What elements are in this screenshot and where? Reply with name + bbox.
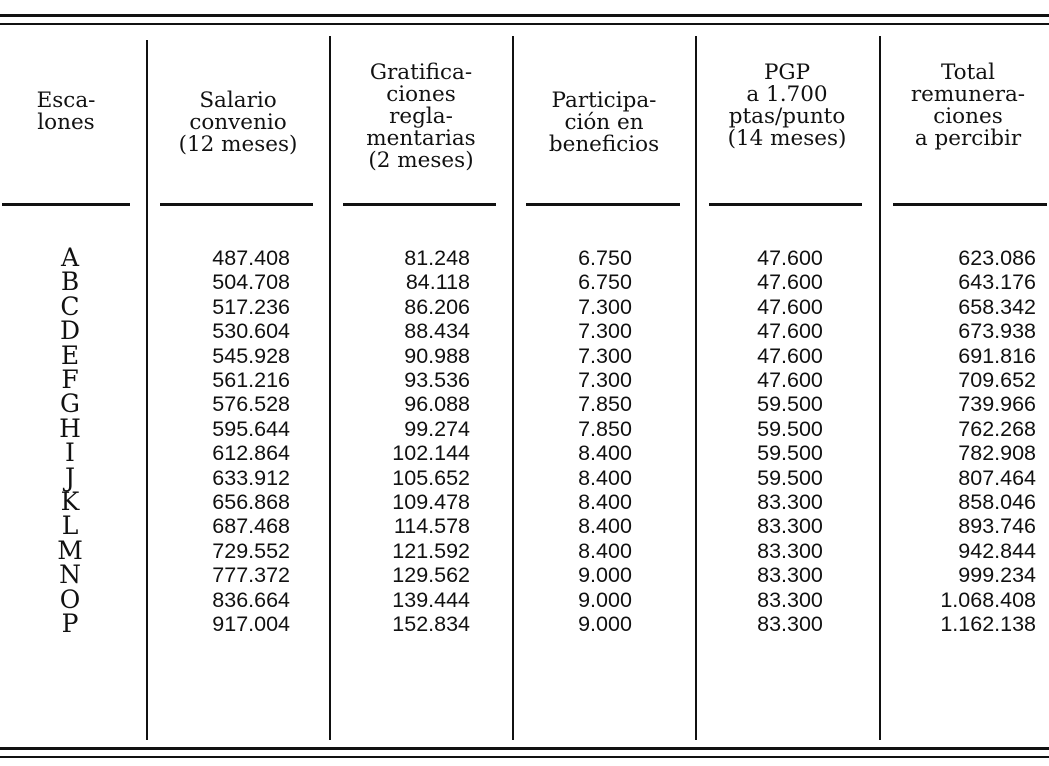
table-cell-gratificaciones: 139.444	[392, 587, 470, 612]
table-cell-gratificaciones: 102.144	[392, 441, 470, 466]
table-cell-salario: 612.864	[212, 441, 290, 466]
table-cell-total: 999.234	[958, 563, 1036, 588]
column-salario	[170, 246, 290, 637]
table-cell-pgp: 59.500	[757, 465, 823, 490]
table-cell-participacion: 7.300	[578, 368, 632, 393]
header-pgp: PGP a 1.700 ptas/punto (14 meses)	[727, 60, 847, 151]
table-cell-salario: 836.664	[212, 587, 290, 612]
table-cell-pgp: 83.300	[757, 514, 823, 539]
table-cell-pgp: 83.300	[757, 563, 823, 588]
table-cell-gratificaciones: 93.536	[404, 368, 470, 393]
table-cell-participacion: 9.000	[578, 563, 632, 588]
table-cell-escalones: G	[60, 389, 80, 419]
table-cell-gratificaciones: 96.088	[404, 392, 470, 417]
table-cell-total: 942.844	[958, 538, 1036, 563]
table-cell-gratificaciones: 99.274	[404, 416, 470, 441]
table-cell-escalones: D	[59, 316, 81, 346]
table-cell-participacion: 6.750	[578, 246, 632, 270]
header-gratificaciones: Gratifica- ciones regla- mentarias (2 meses)	[366, 60, 476, 173]
table-cell-participacion: 8.400	[578, 465, 632, 490]
table-cell-gratificaciones: 109.478	[392, 490, 470, 515]
table-cell-salario: 530.604	[212, 319, 290, 344]
header-underline	[709, 203, 862, 206]
header-underline	[893, 203, 1047, 206]
table-cell-pgp: 59.500	[757, 416, 823, 441]
header-underline	[526, 203, 680, 206]
table-cell-salario: 633.912	[212, 465, 290, 490]
table-cell-participacion: 8.400	[578, 514, 632, 539]
table-cell-salario: 777.372	[212, 563, 290, 588]
table-cell-salario: 917.004	[212, 612, 290, 637]
table-cell-escalones: F	[61, 365, 79, 395]
table-cell-total: 782.908	[958, 441, 1036, 466]
table-cell-total: 673.938	[958, 319, 1036, 344]
table-cell-participacion: 7.300	[578, 294, 632, 319]
table-cell-salario: 504.708	[212, 270, 290, 295]
table-cell-salario: 545.928	[212, 343, 290, 368]
table-cell-total: 739.966	[958, 392, 1036, 417]
table-cell-total: 807.464	[958, 465, 1036, 490]
table-cell-escalones: E	[60, 340, 80, 370]
header-underline	[160, 203, 313, 206]
column-separator	[146, 40, 148, 740]
table-cell-escalones: N	[59, 560, 81, 590]
table-cell-total: 623.086	[958, 246, 1036, 270]
column-participacion	[545, 246, 665, 637]
table-cell-pgp: 47.600	[757, 294, 823, 319]
top-rule-1	[0, 14, 1049, 17]
bottom-rule-1	[0, 747, 1049, 750]
table-cell-pgp: 47.600	[757, 343, 823, 368]
table-cell-escalones: H	[59, 413, 81, 443]
table-cell-gratificaciones: 152.834	[392, 612, 470, 637]
header-underline	[2, 203, 130, 206]
table-cell-pgp: 83.300	[757, 490, 823, 515]
header-escalones: Esca- lones	[36, 88, 96, 135]
table-cell-participacion: 7.300	[578, 319, 632, 344]
header-salario: Salario convenio (12 meses)	[178, 88, 298, 157]
table-cell-total: 858.046	[958, 490, 1036, 515]
table-cell-pgp: 59.500	[757, 392, 823, 417]
table-cell-total: 893.746	[958, 514, 1036, 539]
column-pgp	[730, 246, 850, 637]
table-cell-escalones: C	[60, 291, 80, 321]
table-cell-gratificaciones: 105.652	[392, 465, 470, 490]
table-cell-pgp: 47.600	[757, 319, 823, 344]
header-total: Total remunera- ciones a percibir	[910, 60, 1026, 151]
table-cell-participacion: 7.850	[578, 416, 632, 441]
top-rule-2	[0, 23, 1049, 25]
table-cell-salario: 517.236	[212, 294, 290, 319]
table-cell-participacion: 8.400	[578, 490, 632, 515]
table-cell-total: 643.176	[958, 270, 1036, 295]
table-cell-total: 691.816	[958, 343, 1036, 368]
table-cell-gratificaciones: 81.248	[404, 246, 470, 270]
bottom-rule-2	[0, 756, 1049, 758]
table-cell-pgp: 47.600	[757, 270, 823, 295]
table-cell-escalones: K	[60, 487, 80, 517]
table-cell-salario: 595.644	[212, 416, 290, 441]
table-cell-gratificaciones: 88.434	[404, 319, 470, 344]
table-cell-escalones: I	[65, 438, 75, 468]
table-cell-participacion: 6.750	[578, 270, 632, 295]
table-cell-participacion: 8.400	[578, 538, 632, 563]
table-cell-salario: 576.528	[212, 392, 290, 417]
table-cell-escalones: B	[60, 267, 80, 297]
table-cell-gratificaciones: 121.592	[392, 538, 470, 563]
table-cell-pgp: 83.300	[757, 587, 823, 612]
table-cell-salario: 487.408	[212, 246, 290, 270]
table-cell-pgp: 47.600	[757, 246, 823, 270]
table-cell-total: 762.268	[958, 416, 1036, 441]
table-cell-pgp: 83.300	[757, 612, 823, 637]
column-separator	[329, 36, 331, 740]
column-escalones	[40, 243, 100, 639]
table-cell-escalones: M	[57, 535, 83, 565]
column-gratificaciones	[350, 246, 470, 637]
table-cell-total: 709.652	[958, 368, 1036, 393]
table-cell-pgp: 59.500	[757, 441, 823, 466]
header-underline	[343, 203, 496, 206]
table-cell-gratificaciones: 129.562	[392, 563, 470, 588]
table-cell-gratificaciones: 90.988	[404, 343, 470, 368]
table-cell-gratificaciones: 84.118	[405, 270, 470, 295]
table-cell-participacion: 9.000	[578, 612, 632, 637]
table-cell-pgp: 83.300	[757, 538, 823, 563]
table-cell-escalones: P	[61, 609, 79, 639]
table-cell-escalones: A	[60, 243, 80, 272]
column-separator	[512, 36, 514, 740]
table-cell-participacion: 7.300	[578, 343, 632, 368]
table-cell-participacion: 8.400	[578, 441, 632, 466]
table-cell-salario: 561.216	[212, 368, 290, 393]
table-cell-escalones: J	[64, 462, 76, 492]
header-participacion: Participa- ción en beneficios	[548, 88, 660, 157]
table-cell-salario: 656.868	[212, 490, 290, 515]
table-cell-salario: 729.552	[212, 538, 290, 563]
table-cell-total: 1.162.138	[940, 612, 1036, 637]
table-cell-participacion: 9.000	[578, 587, 632, 612]
table-cell-salario: 687.468	[212, 514, 290, 539]
table-cell-pgp: 47.600	[757, 368, 823, 393]
table-cell-escalones: L	[61, 511, 79, 541]
table-cell-gratificaciones: 114.578	[393, 514, 470, 539]
table-cell-participacion: 7.850	[578, 392, 632, 417]
column-separator	[695, 36, 697, 740]
column-total	[880, 246, 1036, 637]
table-cell-gratificaciones: 86.206	[404, 294, 470, 319]
table-cell-total: 1.068.408	[940, 587, 1036, 612]
table-cell-total: 658.342	[958, 294, 1036, 319]
table-cell-escalones: O	[59, 584, 81, 614]
